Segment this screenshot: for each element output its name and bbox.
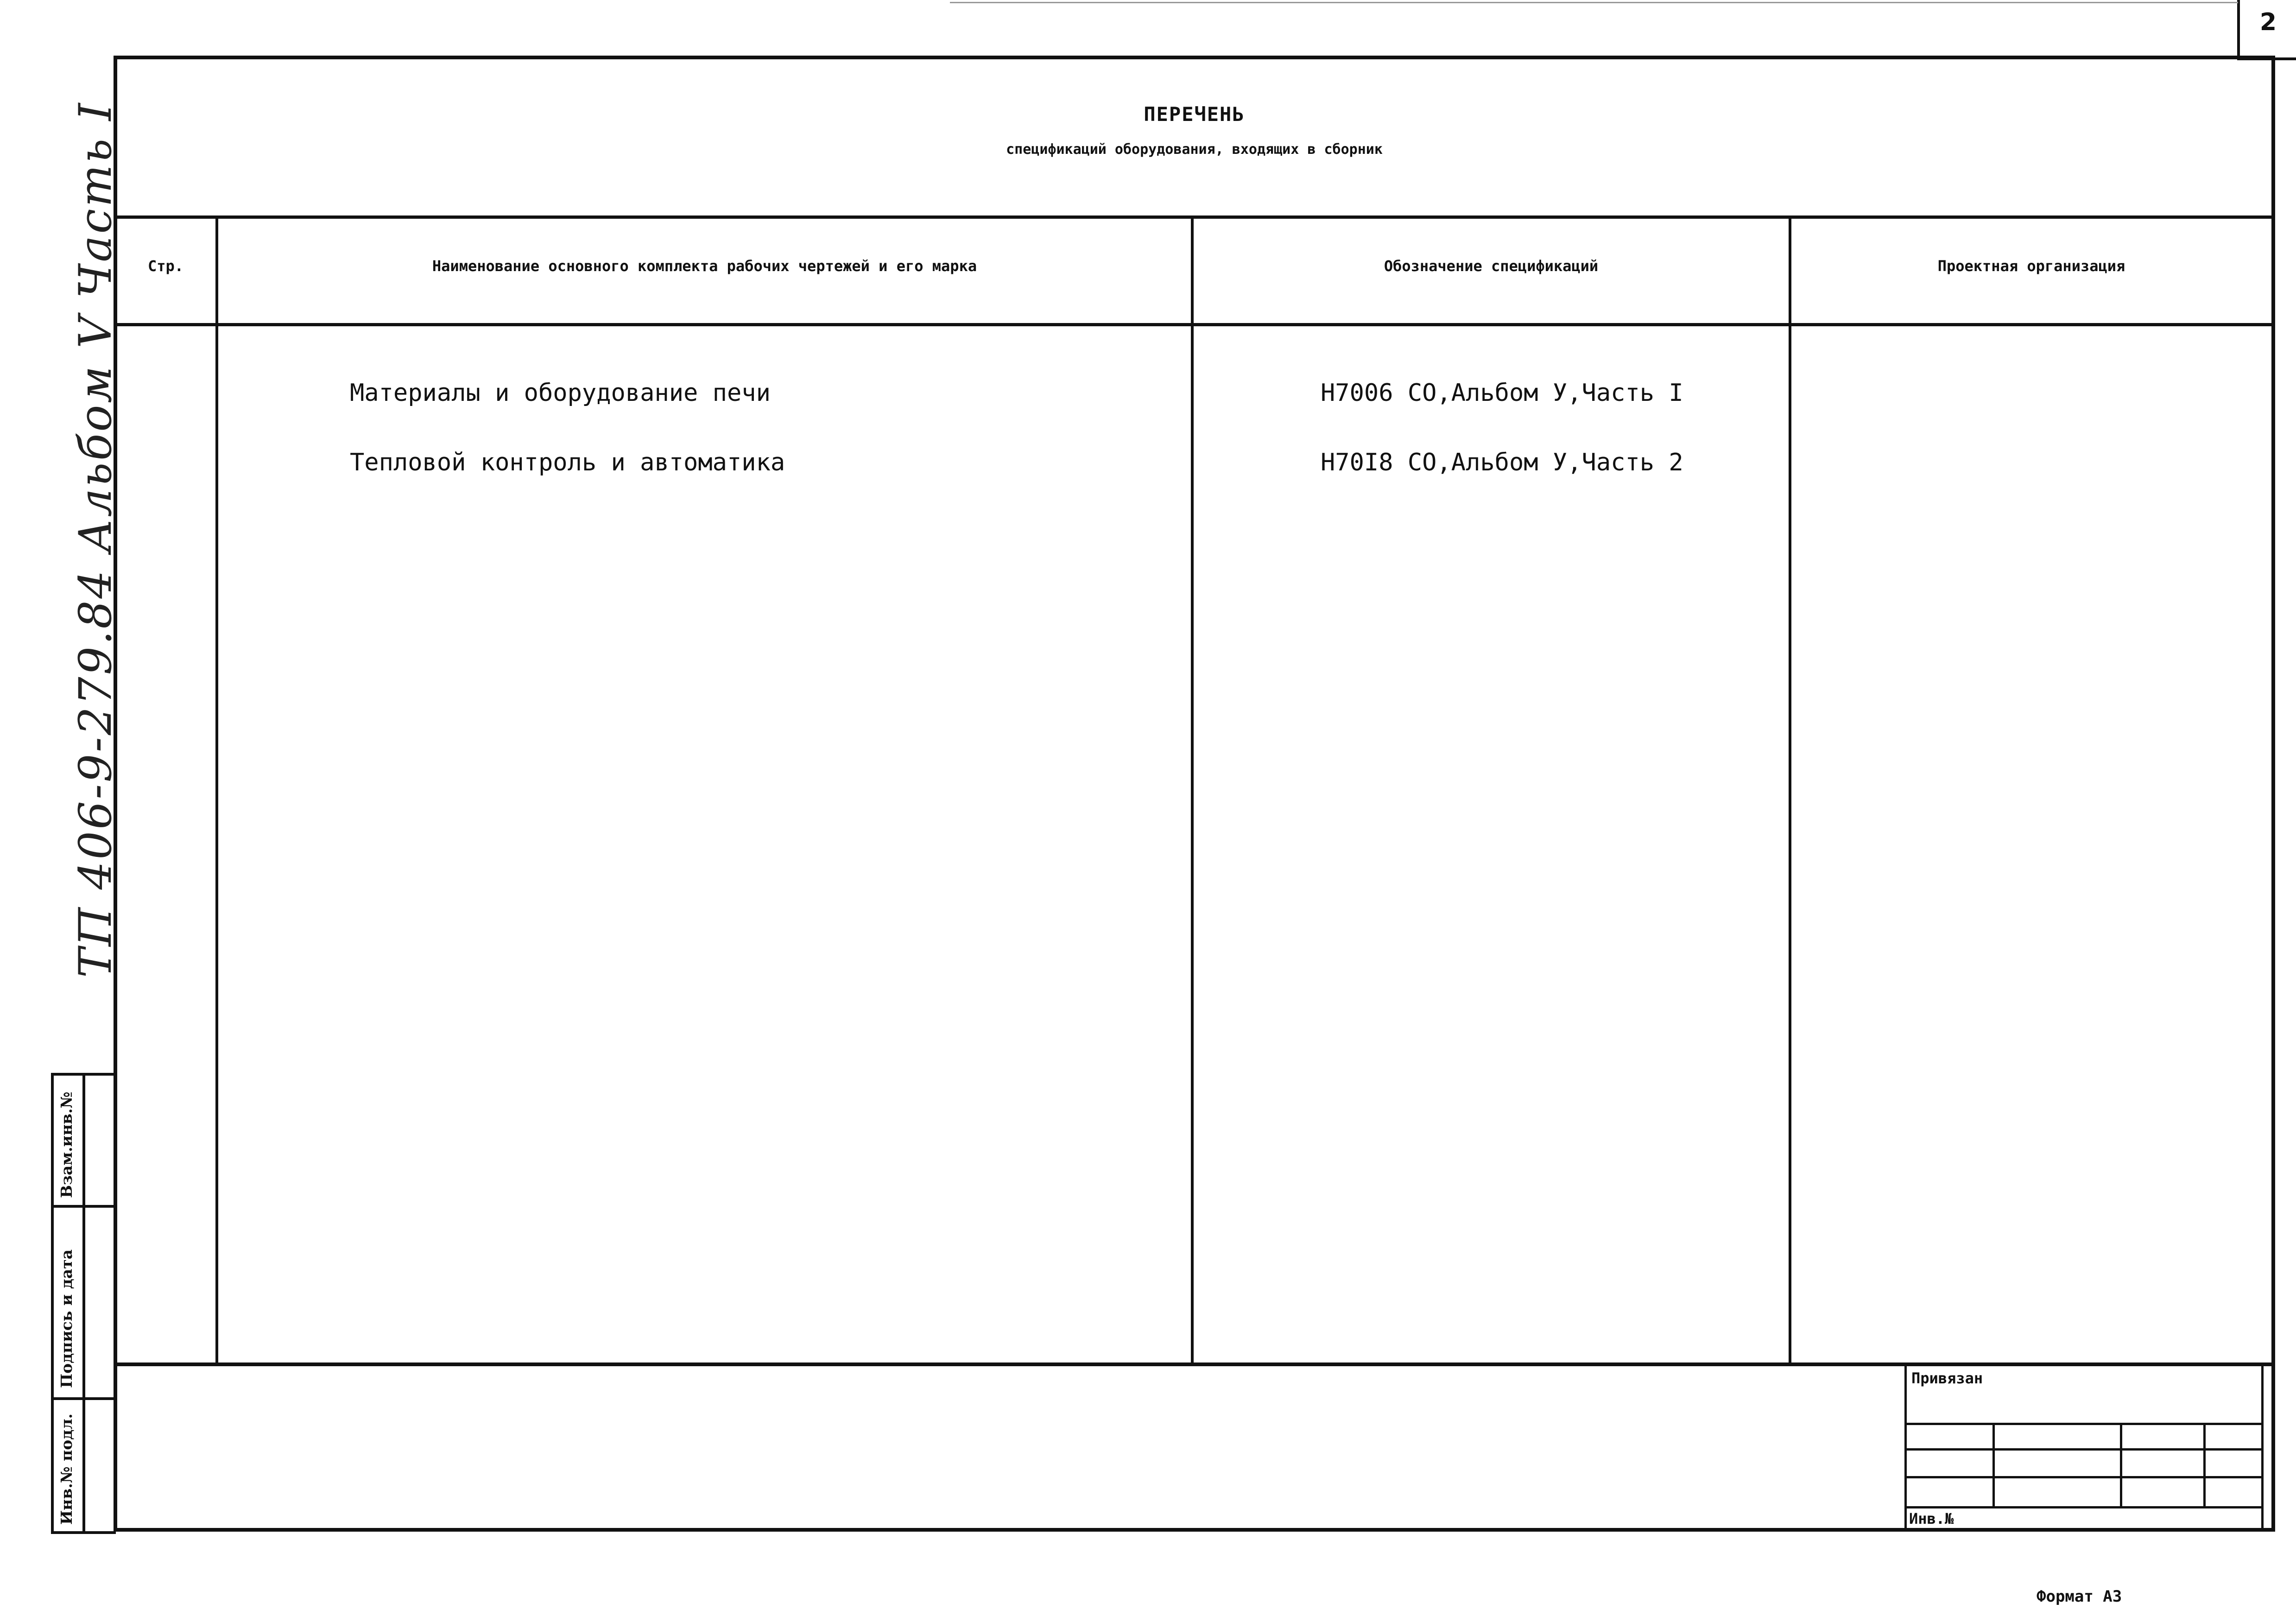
column-separator-1 bbox=[215, 218, 218, 1365]
page-number: 2 bbox=[2259, 8, 2277, 36]
margin-box-mid bbox=[82, 1073, 85, 1534]
margin-box-sep-2 bbox=[51, 1397, 116, 1400]
margin-label-signature-date: Подпись и дата bbox=[57, 1249, 76, 1388]
margin-box-left-edge bbox=[51, 1073, 54, 1534]
column-header-page: Стр. bbox=[147, 257, 184, 275]
column-separator-2 bbox=[1191, 218, 1194, 1365]
drawing-frame bbox=[114, 56, 2275, 1532]
row-2-designation: Н70I8 СО,Альбом У,Часть 2 bbox=[1321, 449, 1683, 476]
row-1-designation: Н7006 СО,Альбом У,Часть I bbox=[1321, 379, 1683, 407]
title-block-col-1 bbox=[1992, 1423, 1995, 1508]
row-2-name: Тепловой контроль и автоматика bbox=[350, 449, 785, 476]
margin-box-sep-1 bbox=[51, 1205, 116, 1208]
table-bottom-line bbox=[114, 1363, 2275, 1366]
row-1-name: Материалы и оборудование печи bbox=[350, 379, 771, 407]
column-header-organization: Проектная организация bbox=[1937, 257, 2125, 275]
title-block-row-3 bbox=[1904, 1476, 2264, 1478]
margin-box-top bbox=[51, 1073, 116, 1076]
top-edge-line bbox=[950, 2, 2238, 3]
title-block-row-1 bbox=[1904, 1423, 2264, 1425]
column-header-designation: Обозначение спецификаций bbox=[1384, 257, 1599, 275]
inv-label: Инв.№ bbox=[1909, 1510, 1954, 1527]
header-divider bbox=[114, 215, 2275, 219]
column-header-name: Наименование основного комплекта рабочих чертежей и его марка bbox=[432, 257, 977, 275]
document-title: ПЕРЕЧЕНЬ bbox=[1144, 103, 1245, 126]
side-stamp: ТП 406-9-279.84 Альбом V Часть I bbox=[70, 101, 121, 978]
title-block-col-3 bbox=[2203, 1423, 2206, 1508]
document-subtitle: спецификаций оборудования, входящих в сборник bbox=[1006, 141, 1383, 158]
margin-label-inv-no: Инв.№ подл. bbox=[57, 1413, 76, 1525]
column-separator-3 bbox=[1789, 218, 1791, 1365]
bound-label: Привязан bbox=[1911, 1369, 1983, 1387]
format-label: Формат А3 bbox=[2037, 1587, 2122, 1606]
title-block-row-4 bbox=[1904, 1506, 2264, 1508]
title-block-row-2 bbox=[1904, 1448, 2264, 1451]
title-block-col-2 bbox=[2120, 1423, 2122, 1508]
margin-label-replacement-inv: Взам.инв.№ bbox=[57, 1091, 76, 1198]
margin-box-bottom bbox=[51, 1531, 116, 1534]
column-header-divider bbox=[114, 323, 2275, 326]
